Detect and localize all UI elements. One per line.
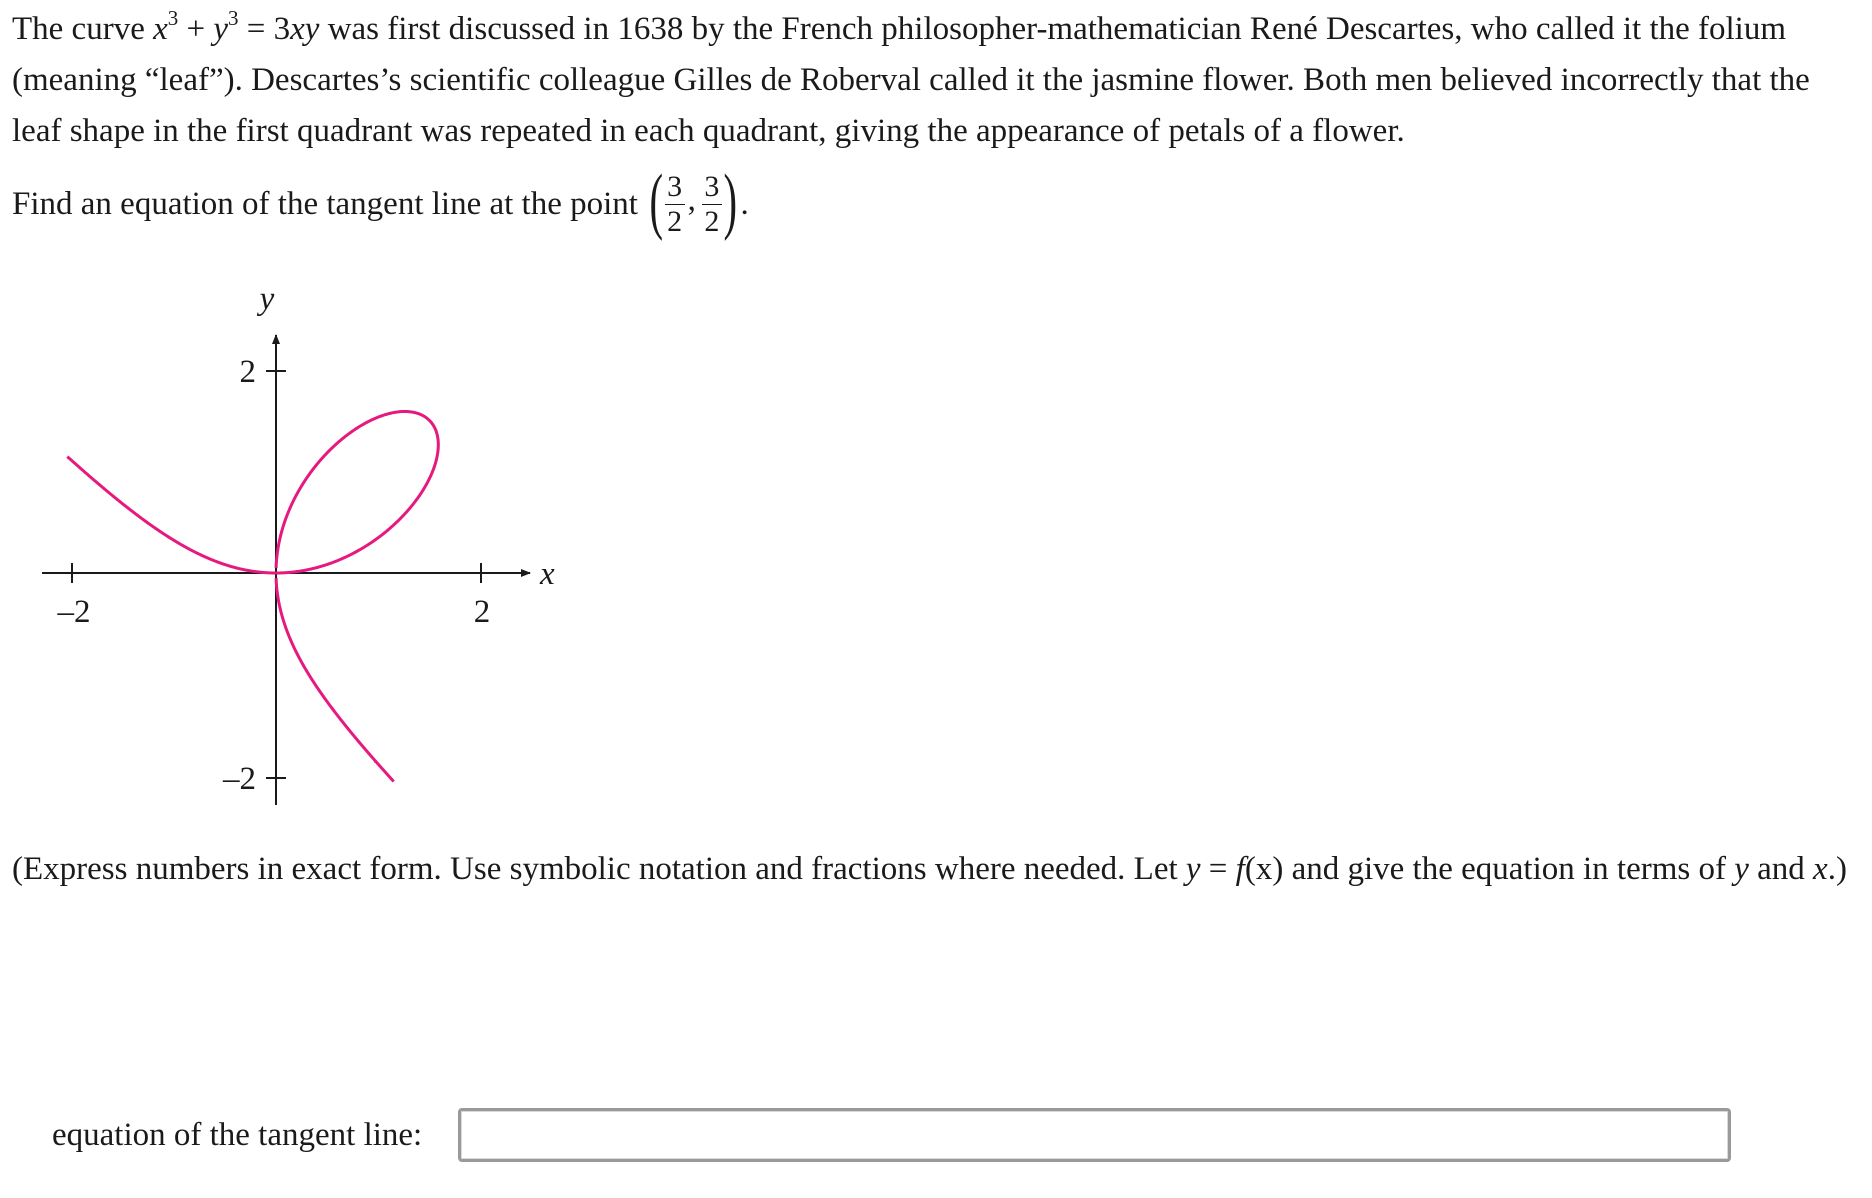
point-comma: , [687, 181, 696, 218]
find-tangent-prompt: Find an equation of the tangent line at the point ( $\frac{3}{2}$ , $\frac{3}{2}$ ) . [12, 160, 749, 242]
problem-statement: The curve $x^3 + y^3 = 3xy$ was first discussed in 1638 by the French philosopher-mathematician René Descartes, who called it the folium (meaning “leaf”). Descartes’s scientific colleague Gilles de Roberval called it the jasmine flower. Both men believed incorrectly that the leaf shape in the first quadrant was repeated in each quadrant, giving the appearance of petals of a flower. [12, 6, 1810, 149]
instructions: (Express numbers in exact form. Use symbolic notation and fractions where needed. Let y = f(x) and give the equation in terms of y and x.) [12, 851, 1847, 887]
curve-branch-left [67, 457, 276, 573]
open-paren: ( [649, 160, 664, 242]
point-x-denominator: 2 [667, 204, 683, 238]
x-axis-label: x [540, 556, 555, 592]
point-y-denominator: 2 [704, 204, 720, 238]
y-tick-label-pos: 2 [239, 354, 256, 390]
point-x-numerator: 3 [667, 169, 683, 203]
point-x-fraction [665, 171, 685, 238]
curve-branch-lower [276, 578, 394, 781]
point-y-numerator: 3 [704, 169, 720, 203]
folium-graph [0, 270, 600, 830]
tangent-line-answer-input[interactable] [458, 1108, 1731, 1162]
answer-label: equation of the tangent line: [52, 1116, 423, 1153]
find-prompt-text: Find an equation of the tangent line at the point [12, 185, 638, 222]
close-paren: ) [723, 160, 737, 242]
x-tick-label-neg: –2 [57, 594, 91, 630]
answer-row [52, 1108, 1731, 1162]
y-axis-label: y [259, 281, 275, 317]
x-tick-label-pos: 2 [473, 594, 491, 630]
point-y-fraction [702, 171, 722, 238]
curve-loop [276, 411, 438, 573]
y-tick-label-neg: –2 [223, 761, 256, 797]
